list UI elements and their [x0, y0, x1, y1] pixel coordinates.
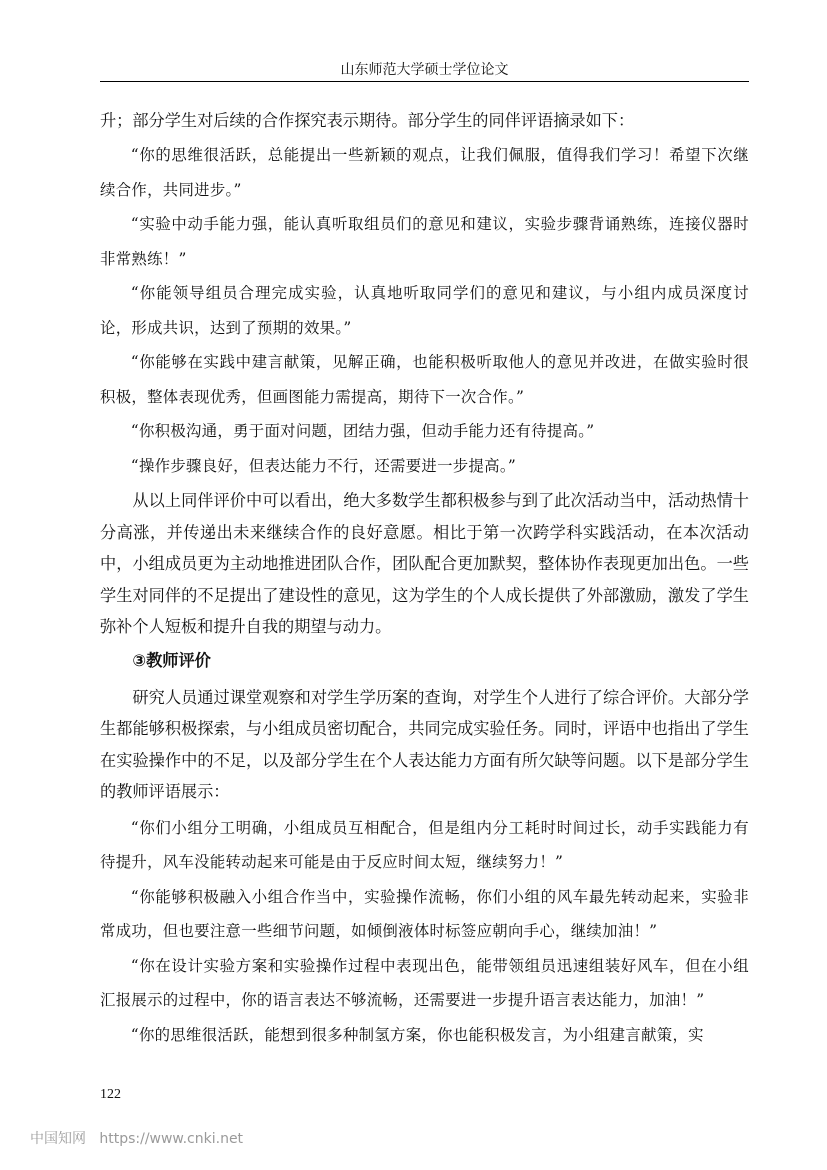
peer-quote-6: “操作步骤良好，但表达能力不行，还需要进一步提高。”	[130, 456, 517, 475]
peer-quote-5: “你积极沟通，勇于面对问题，团结力强，但动手能力还有待提高。”	[130, 422, 595, 440]
section-heading: ③教师评价	[132, 650, 211, 670]
teacher-quote-2: “你能够积极融入小组合作当中，实验操作流畅，你们小组的风车最先转动起来，实验非常成功，但也要注意一些细节问题，如倾倒液体时标签应朝向手心，继续加油！”	[100, 887, 749, 940]
teacher-intro-paragraph: 研究人员通过课堂观察和对学生学历案的查询，对学生个人进行了综合评价。大部分学生都能够积极探索，与小组成员密切配合，共同完成实验任务。同时，评语中也指出了学生在实验操作中的不足，以及部分学生在个人表达能力方面有所欠缺等问题。以下是部分学生的教师评语展示：	[100, 687, 749, 801]
peer-quote-1: “你的思维很活跃，总能提出一些新颖的观点，让我们佩服，值得我们学习！希望下次继续合作，共同进步。”	[100, 146, 749, 199]
page-body	[100, 108, 749, 1052]
peer-quote-2: “实验中动手能力强，能认真听取组员们的意见和建议，实验步骤背诵熟练，连接仪器时非常熟练！”	[100, 215, 749, 268]
running-header: 山东师范大学硕士学位论文	[100, 62, 749, 82]
summary-paragraph: 从以上同伴评价中可以看出，绝大多数学生都积极参与到了此次活动当中，活动热情十分高涨，并传递出未来继续合作的良好意愿。相比于第一次跨学科实践活动，在本次活动中，小组成员更为主动地推进团队合作，团队配合更加默契，整体协作表现更加出色。一些学生对同伴的不足提出了建设性的意见，这为学生的个人成长提供了外部激励，激发了学生弥补个人短板和提升自我的期望与动力。	[100, 491, 749, 636]
page-number: 122	[100, 1087, 121, 1102]
watermark-text: 中国知网 https://www.cnki.net	[30, 1131, 244, 1147]
teacher-quote-4: “你的思维很活跃，能想到很多种制氢方案，你也能积极发言，为小组建言献策，实	[130, 1025, 704, 1044]
teacher-quote-3: “你在设计实验方案和实验操作过程中表现出色，能带领组员迅速组装好风车，但在小组汇报展示的过程中，你的语言表达不够流畅，还需要进一步提升语言表达能力，加油！”	[100, 956, 749, 1009]
intro-paragraph: 升；部分学生对后续的合作探究表示期待。部分学生的同伴评语摘录如下：	[100, 111, 635, 130]
teacher-quote-1: “你们小组分工明确，小组成员互相配合，但是组内分工耗时时间过长，动手实践能力有待提升，风车没能转动起来可能是由于反应时间太短，继续努力！”	[100, 818, 749, 871]
peer-quote-4: “你能够在实践中建言献策，见解正确，也能积极听取他人的意见并改进，在做实验时很积极，整体表现优秀，但画图能力需提高，期待下一次合作。”	[100, 353, 749, 406]
peer-quote-3: “你能领导组员合理完成实验，认真地听取同学们的意见和建议，与小组内成员深度讨论，形成共识，达到了预期的效果。”	[100, 284, 749, 337]
